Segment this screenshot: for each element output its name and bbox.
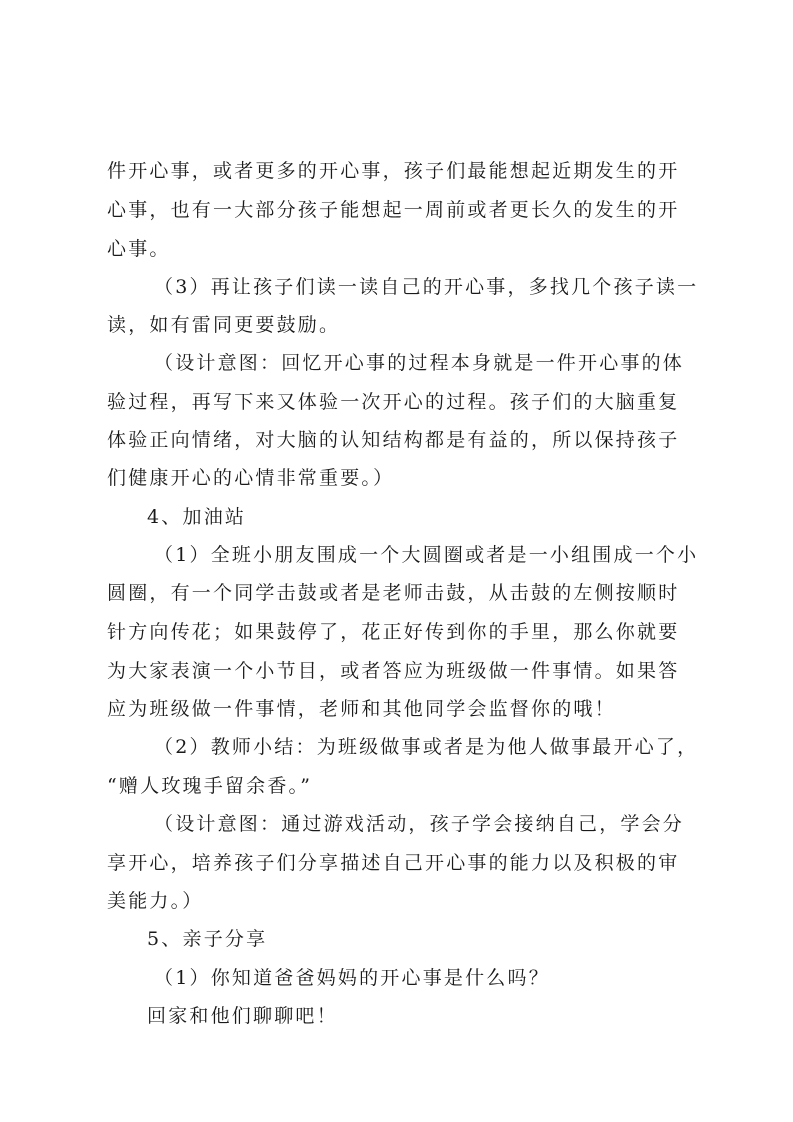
text-line: 回家和他们聊聊吧！: [147, 1005, 338, 1027]
text-line: 件开心事，或者更多的开心事，孩子们最能想起近期发生的开: [107, 160, 680, 182]
text-line: 心事。: [107, 238, 171, 260]
text-line: （2）教师小结：为班级做事或者是为他人做事最开心了，: [154, 736, 699, 758]
text-line: “赠人玫瑰手留余香。”: [107, 775, 313, 797]
text-line: （1）你知道爸爸妈妈的开心事是什么吗？: [154, 967, 550, 989]
section-heading: 4、加油站: [147, 506, 247, 528]
text-line: 们健康开心的心情非常重要。）: [107, 467, 395, 489]
text-line: （设计意图：回忆开心事的过程本身就是一件开心事的体: [154, 352, 685, 374]
section-heading: 5、亲子分享: [147, 928, 268, 950]
text-line: 应为班级做一件事情，老师和其他同学会监督你的哦！: [107, 698, 616, 720]
text-line: （设计意图：通过游戏活动，孩子学会接纳自己，学会分: [154, 813, 685, 835]
text-line: 验过程，再写下来又体验一次开心的过程。孩子们的大脑重复: [107, 391, 680, 413]
text-line: （3）再让孩子们读一读自己的开心事，多找几个孩子读一: [154, 276, 699, 298]
text-line: 美能力。）: [107, 890, 204, 912]
text-line: 圆圈，有一个同学击鼓或者是老师击鼓，从击鼓的左侧按顺时: [107, 582, 680, 604]
text-line: 享开心，培养孩子们分享描述自己开心事的能力以及积极的审: [107, 852, 680, 874]
text-line: （1）全班小朋友围成一个大圆圈或者是一小组围成一个小: [154, 544, 699, 566]
text-line: 体验正向情绪，对大脑的认知结构都是有益的，所以保持孩子: [107, 429, 680, 451]
text-line: 心事，也有一大部分孩子能想起一周前或者更长久的发生的开: [107, 199, 680, 221]
text-line: 读，如有雷同更要鼓励。: [107, 314, 341, 336]
text-line: 为大家表演一个小节目，或者答应为班级做一件事情。如果答: [107, 660, 680, 682]
text-line: 针方向传花；如果鼓停了，花正好传到你的手里，那么你就要: [107, 621, 680, 643]
